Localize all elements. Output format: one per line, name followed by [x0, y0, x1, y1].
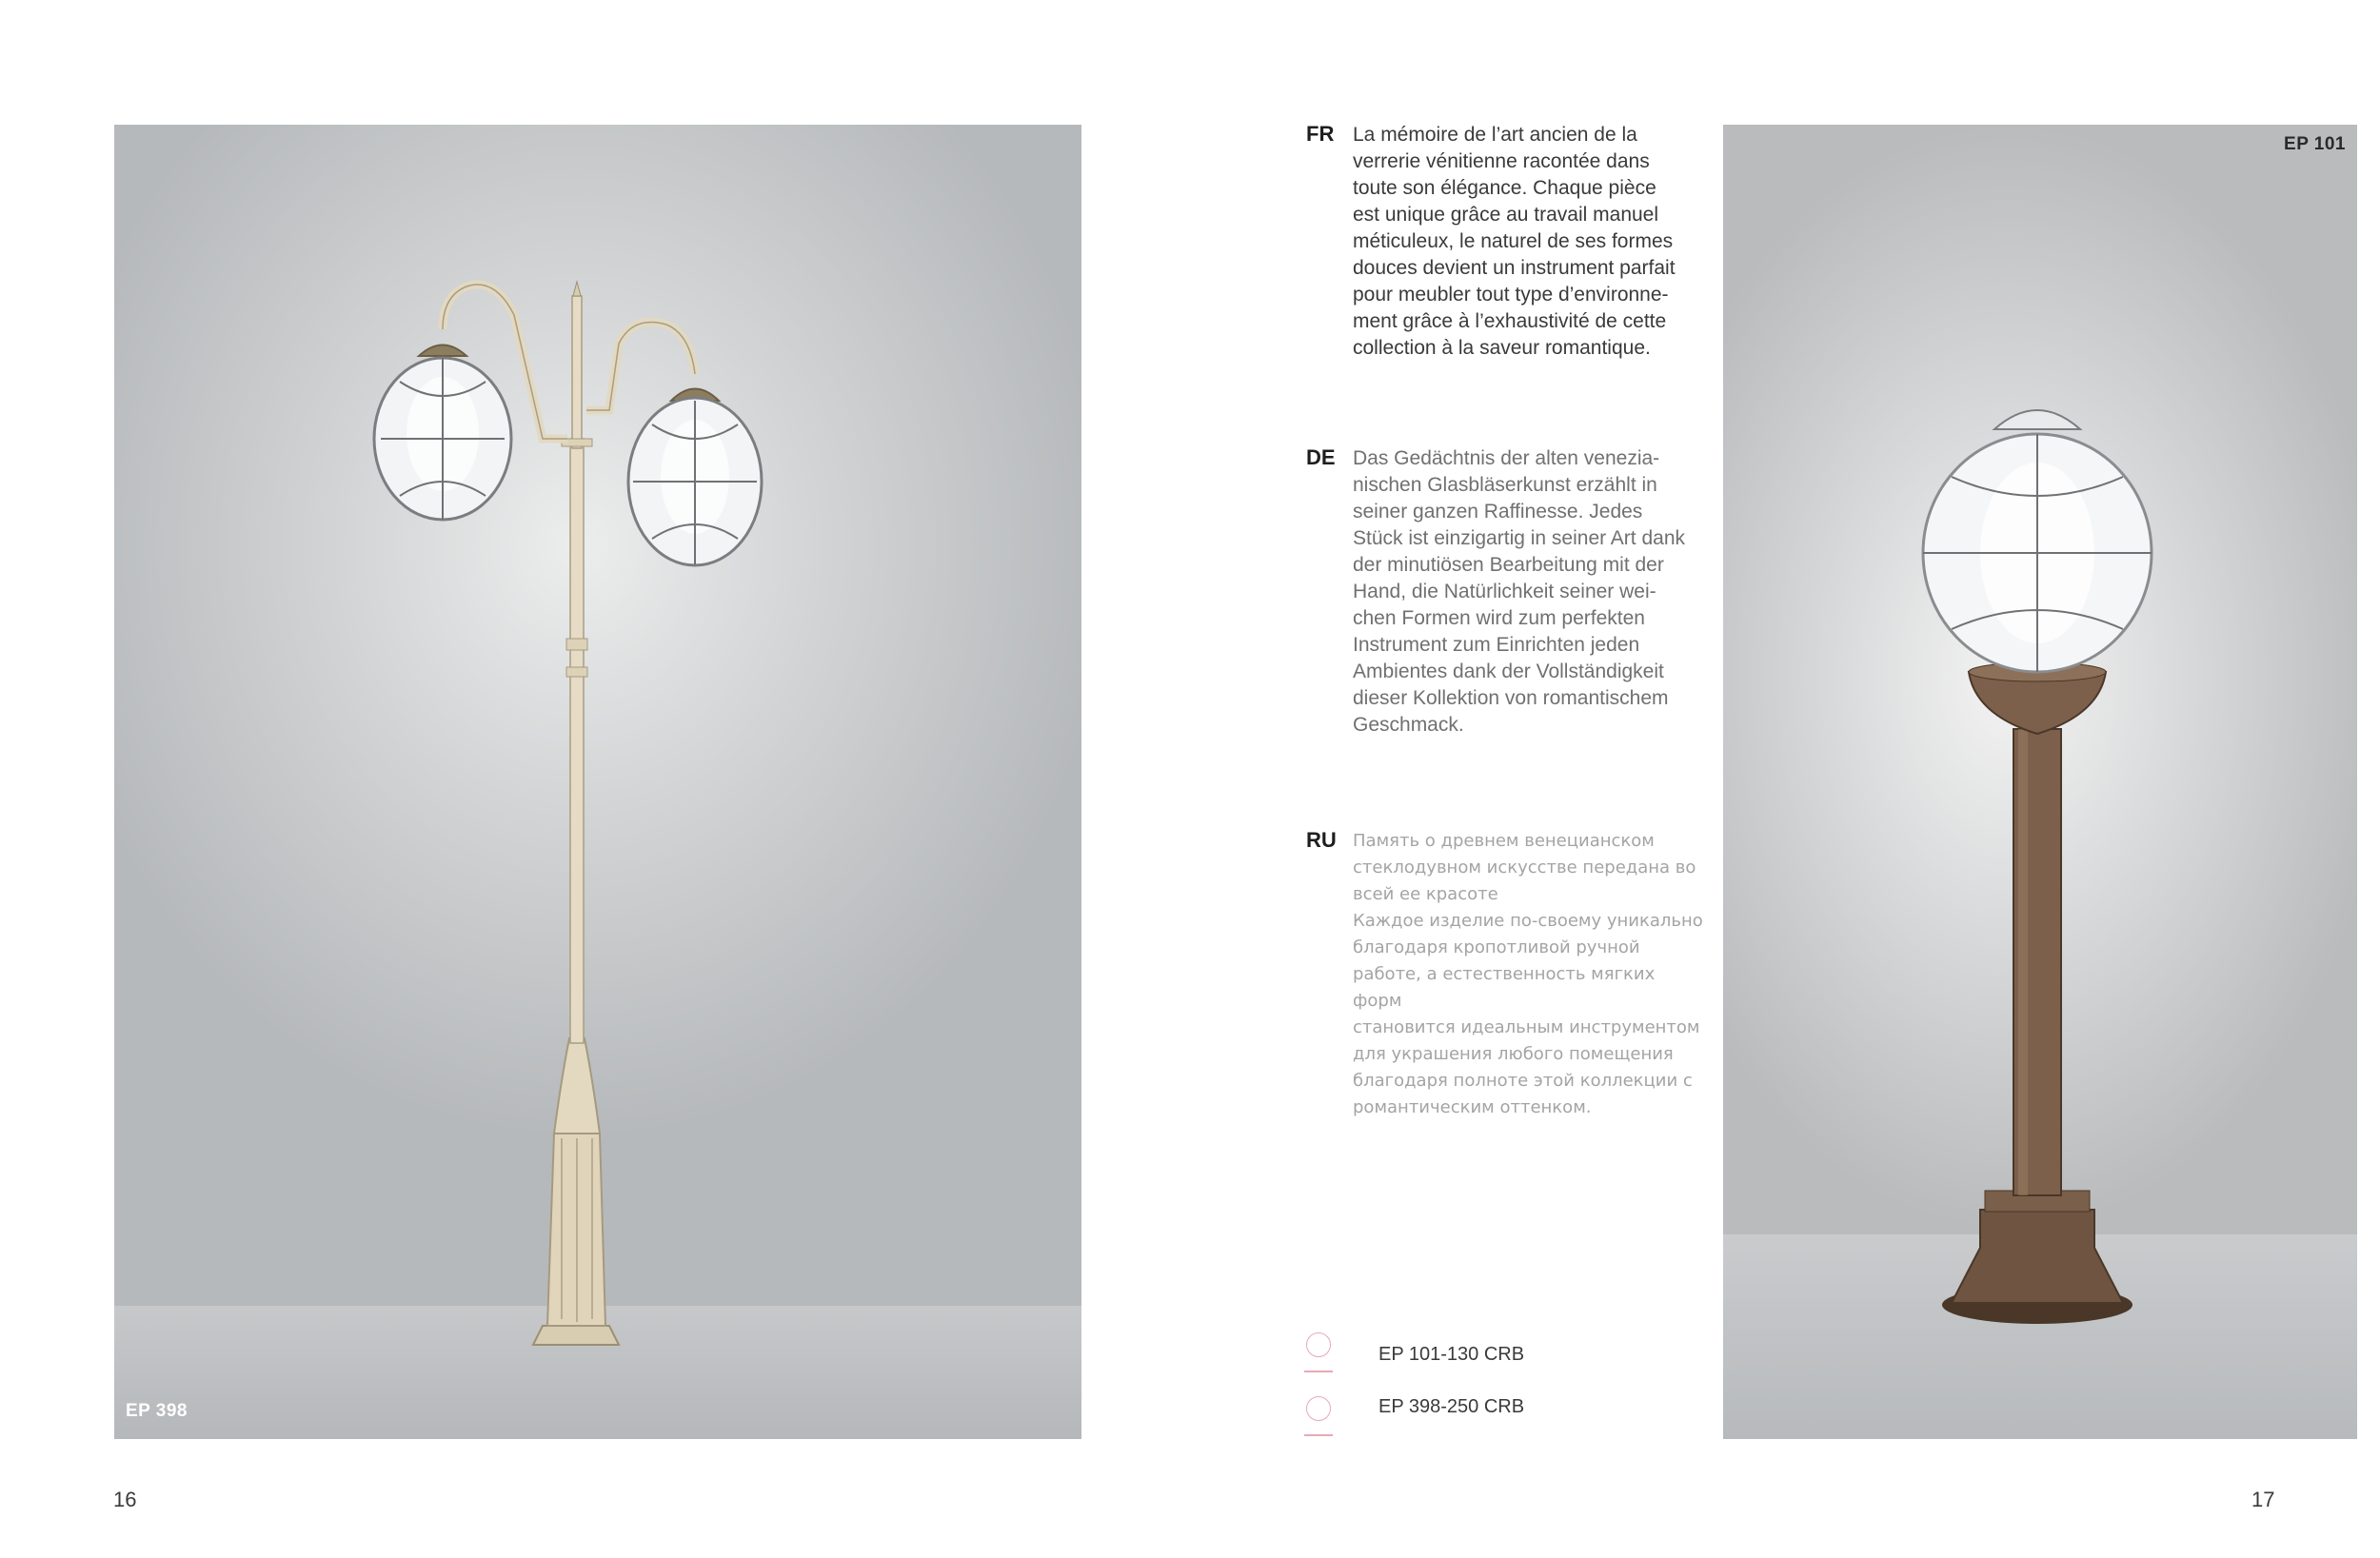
circle-marker-icon	[1306, 1332, 1331, 1357]
divider	[1304, 1371, 1333, 1372]
product-code-label: EP 101-130 CRB	[1378, 1344, 1525, 1365]
language-code-fr: FR	[1306, 122, 1335, 146]
circle-marker-icon	[1306, 1396, 1331, 1421]
product-code-ep398: EP 398	[126, 1401, 188, 1421]
lamp-post-ep398-illustration	[114, 125, 1081, 1439]
language-code-ru: RU	[1306, 828, 1337, 852]
product-code-ep101: EP 101	[2284, 134, 2346, 154]
description-text-de: Das Gedächtnis der alten venezia- nischen Glasbläserkunst erzählt in seiner ganzen Raffinesse. Jedes Stück ist einzigartig in seiner Art dank der minutiösen Bearbeitung mit der Hand, die Natürlichkeit seiner wei- chen Formen wird zum perfekten Instrument zum Einrichten jeden Ambientes dank der Vollständigkeit dieser Kollektion von romantischem Geschmack.	[1353, 447, 1686, 736]
product-photo-ep398	[114, 125, 1081, 1439]
product-photo-ep101	[1723, 125, 2357, 1439]
bollard-lamp-ep101-illustration	[1723, 125, 2357, 1439]
divider	[1304, 1434, 1333, 1436]
page-number-left: 16	[113, 1488, 137, 1511]
language-code-de: DE	[1306, 445, 1336, 469]
description-text-fr: La mémoire de l’art ancien de la verrerie vénitienne racontée dans toute son élégance. Chaque pièce est unique grâce au travail manuel méticuleux, le naturel de ses formes douces devient un instrument parfait pour meubler tout type d’environne- ment grâce à l’exhaustivité de cette collection à la saveur romantique.	[1353, 124, 1676, 359]
product-code-label: EP 398-250 CRB	[1378, 1396, 1525, 1417]
description-text-ru: Память о древнем венецианском стеклодувном искусстве передана во всей ее красоте Каждое изделие по-своему уникально благодаря кропотливой ручной работе, а естественность мягких форм становится идеальным инструментом для украшения любого помещения благодаря полноте этой коллекции с романтическим оттенком.	[1353, 831, 1703, 1117]
page-number-right: 17	[2251, 1488, 2275, 1511]
